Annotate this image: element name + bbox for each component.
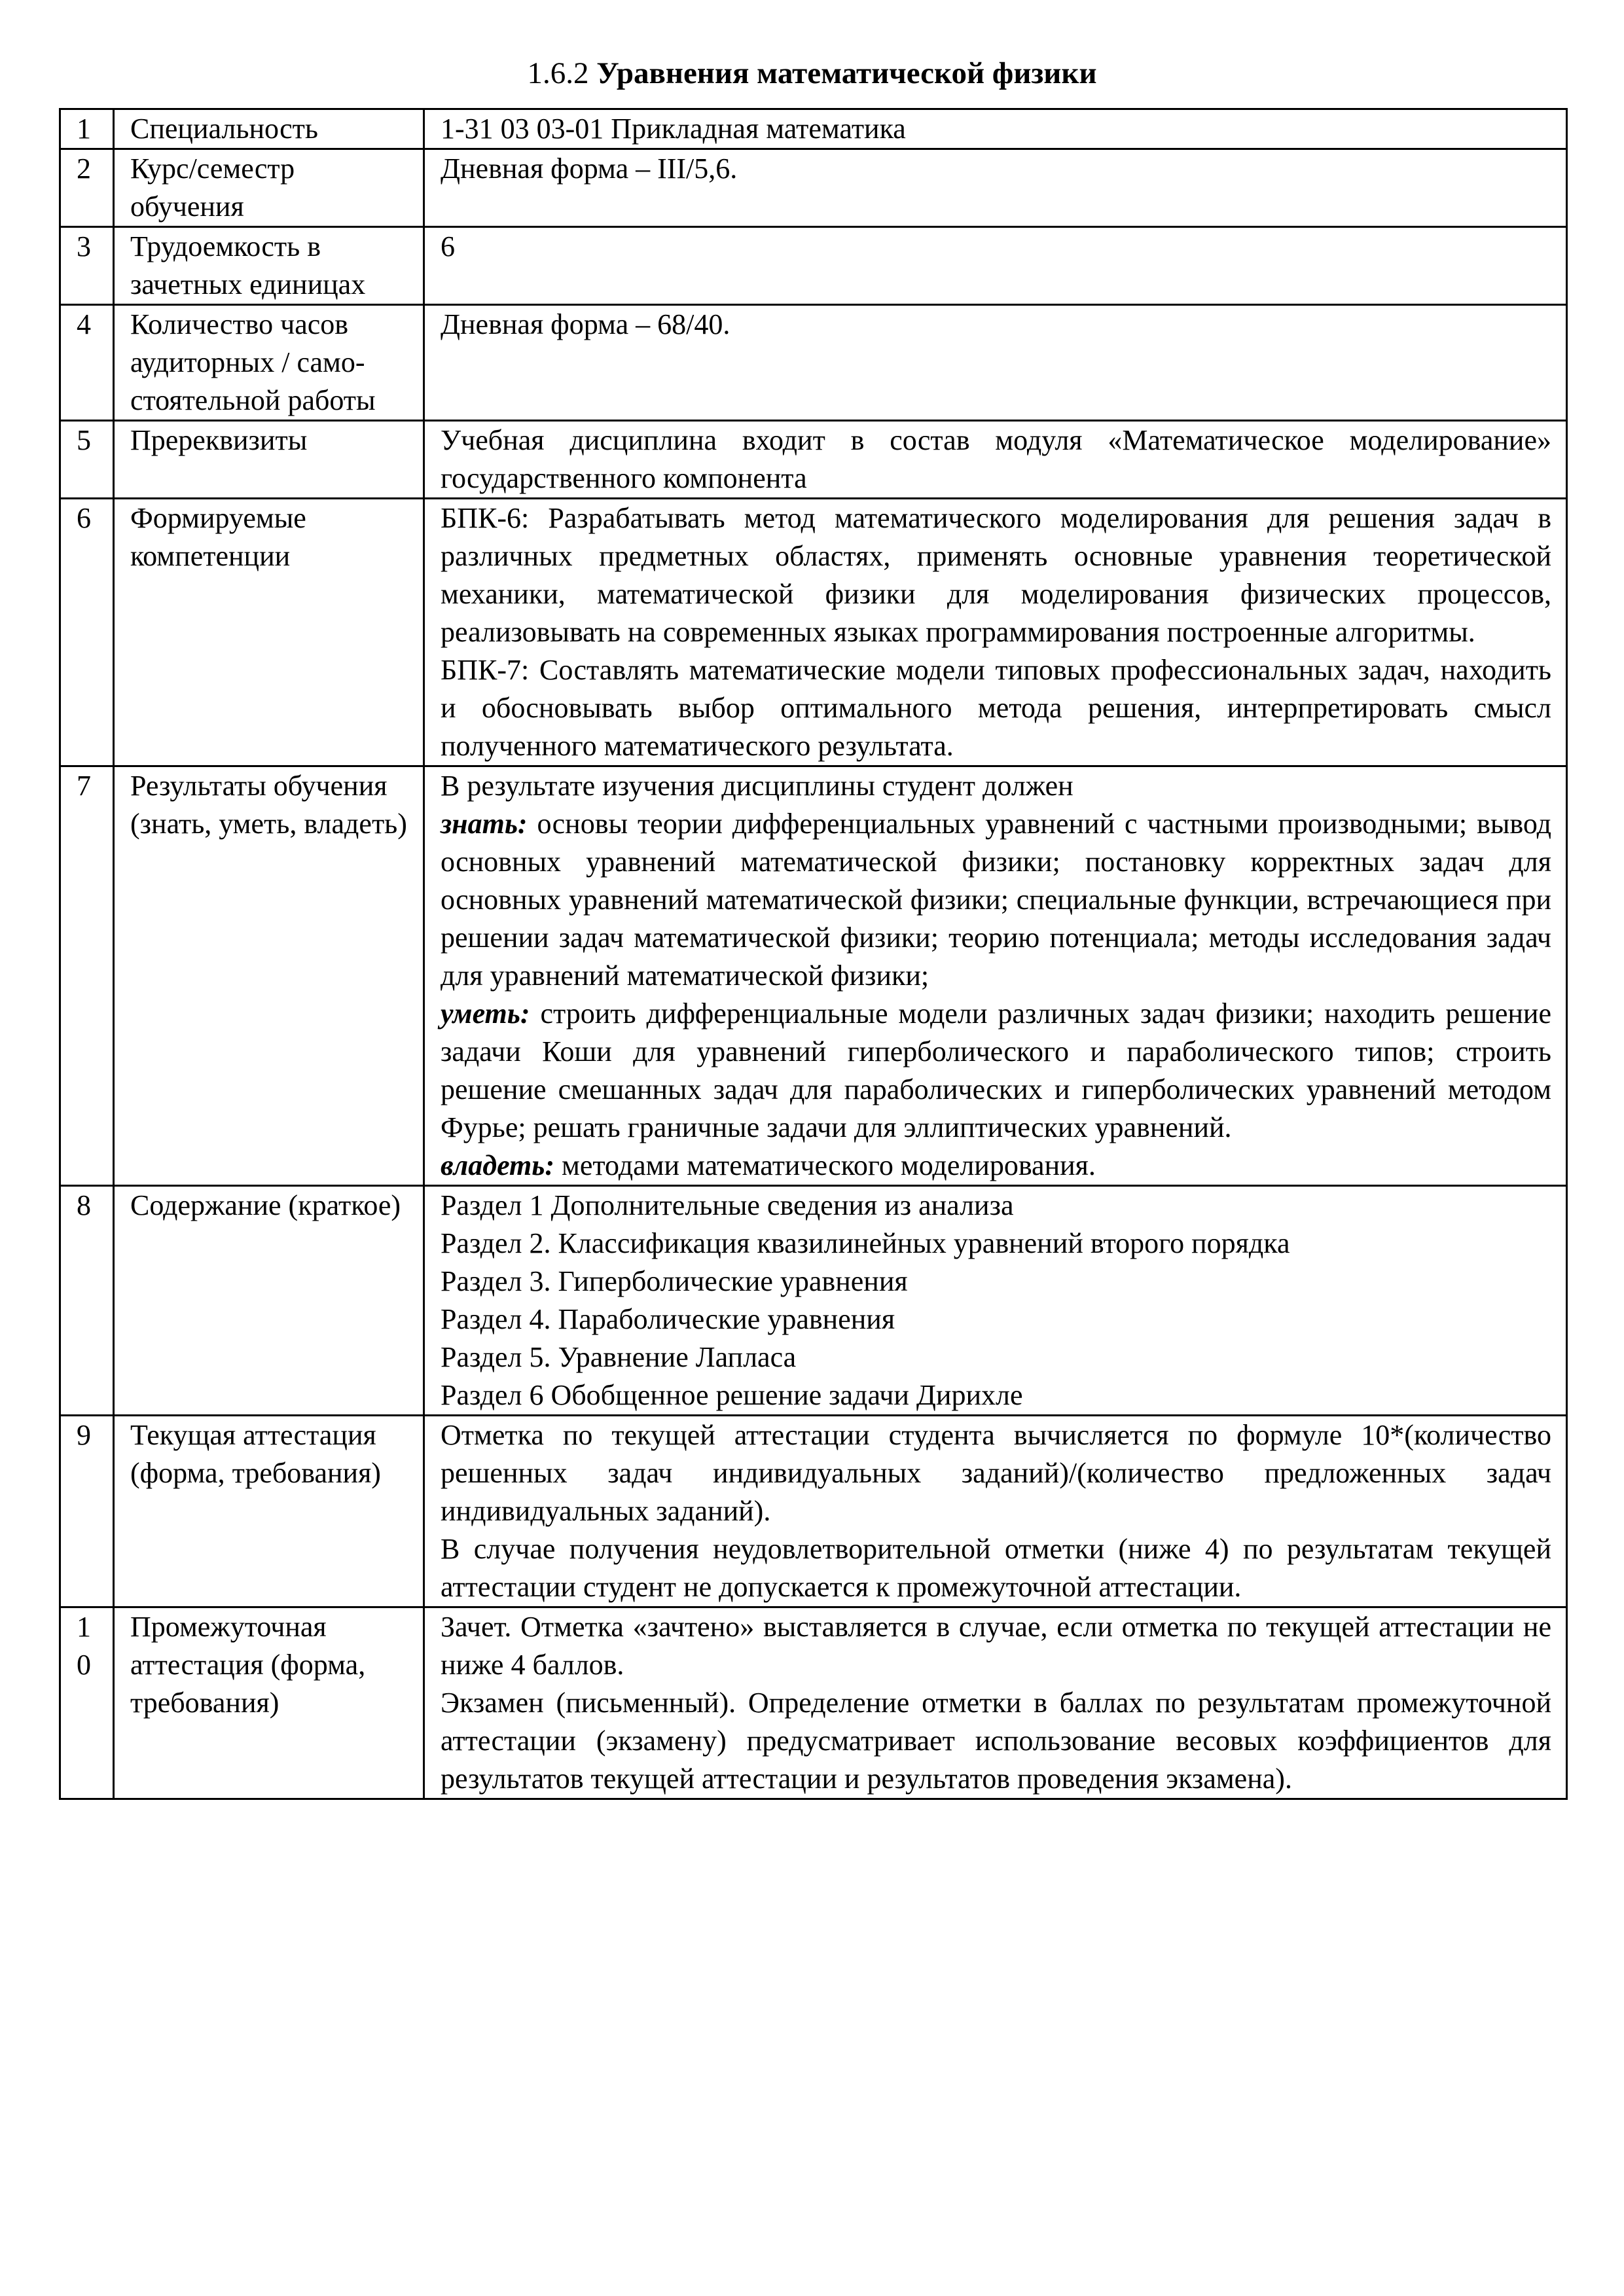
attestation-formula: Отметка по текущей аттестации студента вычисляется по формуле 10*(количество решенных задач индивидуальных заданий)/(количество предложенных задач индивидуальных заданий). (441, 1419, 1551, 1527)
row-value: 1-31 03 03-01 Прикладная математика (424, 109, 1567, 149)
table-row (60, 421, 1567, 499)
content-sections-cell (424, 1186, 1567, 1416)
row-number: 7 (60, 766, 114, 1186)
row-label: Формируемые компетенции (114, 499, 424, 766)
attestation-condition: В случае получения неудовлетворительной отметки (ниже 4) по результатам текущей аттестации студент не допускается к промежуточной аттестации. (441, 1533, 1551, 1603)
row-label: Результаты обучения (знать, уметь, владеть) (114, 766, 424, 1186)
table-row (60, 1186, 1567, 1416)
row-number: 4 (60, 305, 114, 421)
can-keyword: уметь: (441, 997, 530, 1030)
row-label: Пререквизиты (114, 421, 424, 499)
section-item: Раздел 5. Уравнение Лапласа (441, 1341, 797, 1373)
row-number: 3 (60, 227, 114, 305)
table-row (60, 1416, 1567, 1607)
table-row (60, 499, 1567, 766)
row-number: 5 (60, 421, 114, 499)
outcome-can (441, 995, 1551, 1147)
learning-outcomes-cell (424, 766, 1567, 1186)
row-value: Учебная дисциплина входит в состав модуля «Математическое моделирование» государственного компонента (424, 421, 1567, 499)
intermediate-attestation-cell (424, 1607, 1567, 1799)
own-text: методами математического моделирования. (554, 1149, 1096, 1181)
section-item: Раздел 4. Параболические уравнения (441, 1303, 895, 1335)
competencies-cell (424, 499, 1567, 766)
outcome-know (441, 805, 1551, 995)
row-value: Дневная форма – III/5,6. (424, 149, 1567, 227)
row-number: 2 (60, 149, 114, 227)
outcome-own (441, 1147, 1551, 1185)
know-text: основы теории дифференциальных уравнений с частными производными; вывод основных уравнений математической физики; постановку корректных задач для основных уравнений математической физики; специальные функции, встречающиеся при решении задач математической физики; теорию потенциала; методы исследования задач для уравнений математической физики; (441, 808, 1551, 992)
competency-bpk6: БПК-6: Разрабатывать метод математического моделирования для решения задач в различных предметных областях, применять основные уравнения теоретической механики, математической физики для моделирования физических процессов, реализовывать на современных языках программирования построенные алгоритмы. (441, 502, 1551, 648)
table-row (60, 766, 1567, 1186)
row-label: Текущая аттестация (форма, требования) (114, 1416, 424, 1607)
section-item: Раздел 2. Классификация квазилинейных уравнений второго порядка (441, 1227, 1290, 1259)
row-label: Курс/семестр обучения (114, 149, 424, 227)
syllabus-table (59, 108, 1568, 1800)
table-row (60, 149, 1567, 227)
row-label: Трудоемкость в зачетных единицах (114, 227, 424, 305)
row-label: Содержание (краткое) (114, 1186, 424, 1416)
section-item: Раздел 1 Дополнительные сведения из анализа (441, 1189, 1014, 1221)
document-title (0, 55, 1624, 92)
row-number: 1 (60, 109, 114, 149)
table-row (60, 1607, 1567, 1799)
section-item: Раздел 3. Гиперболические уравнения (441, 1265, 908, 1297)
table-row (60, 305, 1567, 421)
section-item: Раздел 6 Обобщенное решение задачи Дирихле (441, 1379, 1023, 1411)
exam-rule: Экзамен (письменный). Определение отметки в баллах по результатам промежуточной аттестации (экзамену) предусматривает использование весовых коэффициентов для результатов текущей аттестации и результатов проведения экзамена). (441, 1687, 1551, 1795)
know-keyword: знать: (441, 808, 528, 840)
title-number: 1.6.2 (527, 56, 589, 90)
competency-bpk7: БПК-7: Составлять математические модели типовых профессиональных задач, находить и обосновывать выбор оптимального метода решения, интерпретировать смысл полученного математического результата. (441, 654, 1551, 762)
row-number: 10 (60, 1607, 114, 1799)
title-text: Уравнения математической физики (596, 56, 1097, 90)
row-label: Специальность (114, 109, 424, 149)
table-row (60, 109, 1567, 149)
credit-rule: Зачет. Отметка «зачтено» выставляется в случае, если отметка по текущей аттестации не ниже 4 баллов. (441, 1611, 1551, 1681)
outcomes-intro: В результате изучения дисциплины студент должен (441, 770, 1074, 802)
row-value: Дневная форма – 68/40. (424, 305, 1567, 421)
can-text: строить дифференциальные модели различных задач физики; находить решение задачи Коши для уравнений гиперболического и параболического типов; строить решение смешанных задач для параболических и гиперболических уравнений методом Фурье; решать граничные задачи для эллиптических уравнений. (441, 997, 1551, 1143)
row-value: 6 (424, 227, 1567, 305)
table-row (60, 227, 1567, 305)
row-label: Количество часов аудиторных / само-стоятельной работы (114, 305, 424, 421)
current-attestation-cell (424, 1416, 1567, 1607)
row-number: 8 (60, 1186, 114, 1416)
row-number: 9 (60, 1416, 114, 1607)
row-number: 6 (60, 499, 114, 766)
row-label: Промежуточная аттестация (форма, требования) (114, 1607, 424, 1799)
own-keyword: владеть: (441, 1149, 555, 1181)
